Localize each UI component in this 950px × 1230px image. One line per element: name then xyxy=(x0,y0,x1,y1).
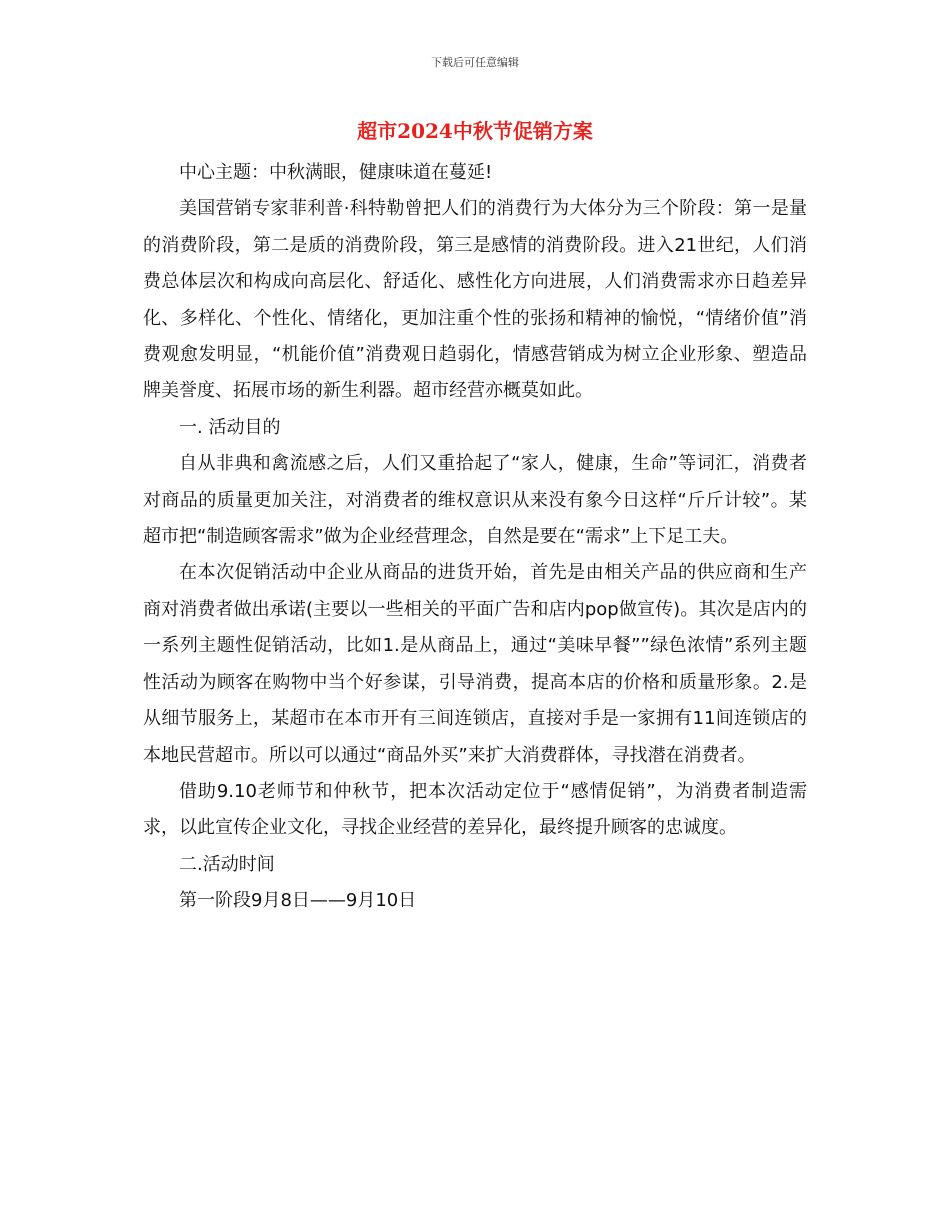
paragraph-intro: 美国营销专家菲利普·科特勒曾把人们的消费行为大体分为三个阶段：第一是量的消费阶段，第二是质的消费阶段，第三是感情的消费阶段。进入21世纪，人们消费总体层次和构成向高层化、舒适化、感性化方向进展，人们消费需求亦日趋差异化、多样化、个性化、情绪化，更加注重个性的张扬和精神的愉悦，“情绪价值”消费观愈发明显，“机能价值”消费观日趋弱化，情感营销成为树立企业形象、塑造品牌美誉度、拓展市场的新生利器。超市经营亦概莫如此。 xyxy=(143,198,807,402)
section-heading-time: 二.活动时间 xyxy=(179,853,275,875)
paragraph-purpose-2: 在本次促销活动中企业从商品的进货开始，首先是由相关产品的供应商和生产商对消费者做出承诺(主要以一些相关的平面广告和店内pop做宣传)。其次是店内的一系列主题性促销活动，比如1.是从商品上，通过“美味早餐””绿色浓情”系列主题性活动为顾客在购物中当个好参谋，引导消费，提高本店的价格和质量形象。2.是从细节服务上，某超市在本市开有三间连锁店，直接对手是一家拥有11间连锁店的本地民营超市。所以可以通过“商品外买”来扩大消费群体，寻找潜在消费者。 xyxy=(143,562,807,766)
paragraph-phase-1: 第一阶段9月8日——9月10日 xyxy=(179,890,417,912)
paragraph-theme: 中心主题：中秋满眼，健康味道在蔓延! xyxy=(179,162,493,183)
header-note: 下载后可任意编辑 xyxy=(431,56,519,69)
document-title: 超市2024中秋节促销方案 xyxy=(357,119,593,143)
paragraph-purpose-3: 借助9.10老师节和仲秋节，把本次活动定位于“感情促销”，为消费者制造需求，以此宣传企业文化，寻找企业经营的差异化，最终提升顾客的忠诚度。 xyxy=(143,780,807,839)
paragraph-purpose-1: 自从非典和禽流感之后，人们又重拾起了“家人，健康，生命”等词汇，消费者对商品的质量更加关注，对消费者的维权意识从来没有象今日这样“斤斤计较”。某超市把“制造顾客需求”做为企业经营理念，自然是要在“需求”上下足工夫。 xyxy=(143,453,807,548)
section-heading-purpose: 一. 活动目的 xyxy=(179,416,281,438)
document-body xyxy=(143,155,807,920)
